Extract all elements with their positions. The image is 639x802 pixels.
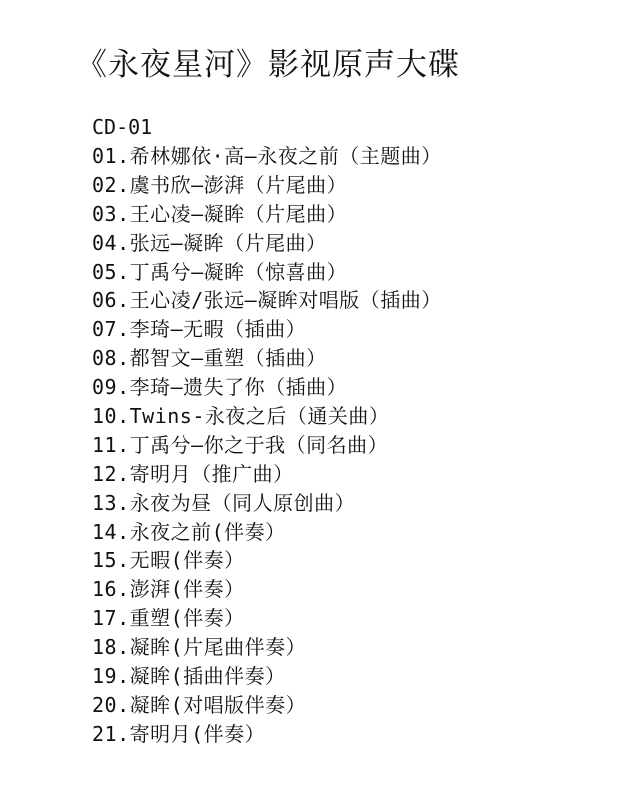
track-item: 06.王心凌/张远—凝眸对唱版（插曲） <box>92 288 442 313</box>
track-list <box>92 142 442 749</box>
track-item: 04.张远—凝眸（片尾曲） <box>92 230 327 255</box>
page-title: 《永夜星河》影视原声大碟 <box>76 47 460 83</box>
track-item: 18.凝眸(片尾曲伴奏） <box>92 635 307 660</box>
track-item: 01.希林娜依·高—永夜之前（主题曲） <box>92 144 442 168</box>
track-item: 14.永夜之前(伴奏） <box>92 519 286 544</box>
track-item: 07.李琦—无暇（插曲） <box>92 317 307 342</box>
track-item: 12.寄明月（推广曲） <box>92 461 294 486</box>
track-item: 03.王心凌—凝眸（片尾曲） <box>92 201 348 226</box>
track-item: 19.凝眸(插曲伴奏） <box>92 664 286 689</box>
track-item: 17.重塑(伴奏） <box>92 606 245 631</box>
track-item: 08.都智文—重塑（插曲） <box>92 346 327 371</box>
track-item: 11.丁禹兮—你之于我（同名曲） <box>92 432 389 457</box>
track-item: 10.Twins-永夜之后（通关曲） <box>92 404 390 429</box>
track-item: 05.丁禹兮—凝眸（惊喜曲） <box>92 259 348 284</box>
track-item: 21.寄明月(伴奏） <box>92 721 266 746</box>
track-item: 02.虞书欣—澎湃（片尾曲） <box>92 172 348 197</box>
track-item: 09.李琦—遗失了你（插曲） <box>92 375 348 400</box>
track-item: 15.无暇(伴奏） <box>92 548 245 573</box>
track-item: 20.凝眸(对唱版伴奏） <box>92 692 307 717</box>
disc-label: CD-01 <box>92 115 153 139</box>
track-item: 13.永夜为昼（同人原创曲） <box>92 490 356 515</box>
track-item: 16.澎湃(伴奏） <box>92 577 245 602</box>
